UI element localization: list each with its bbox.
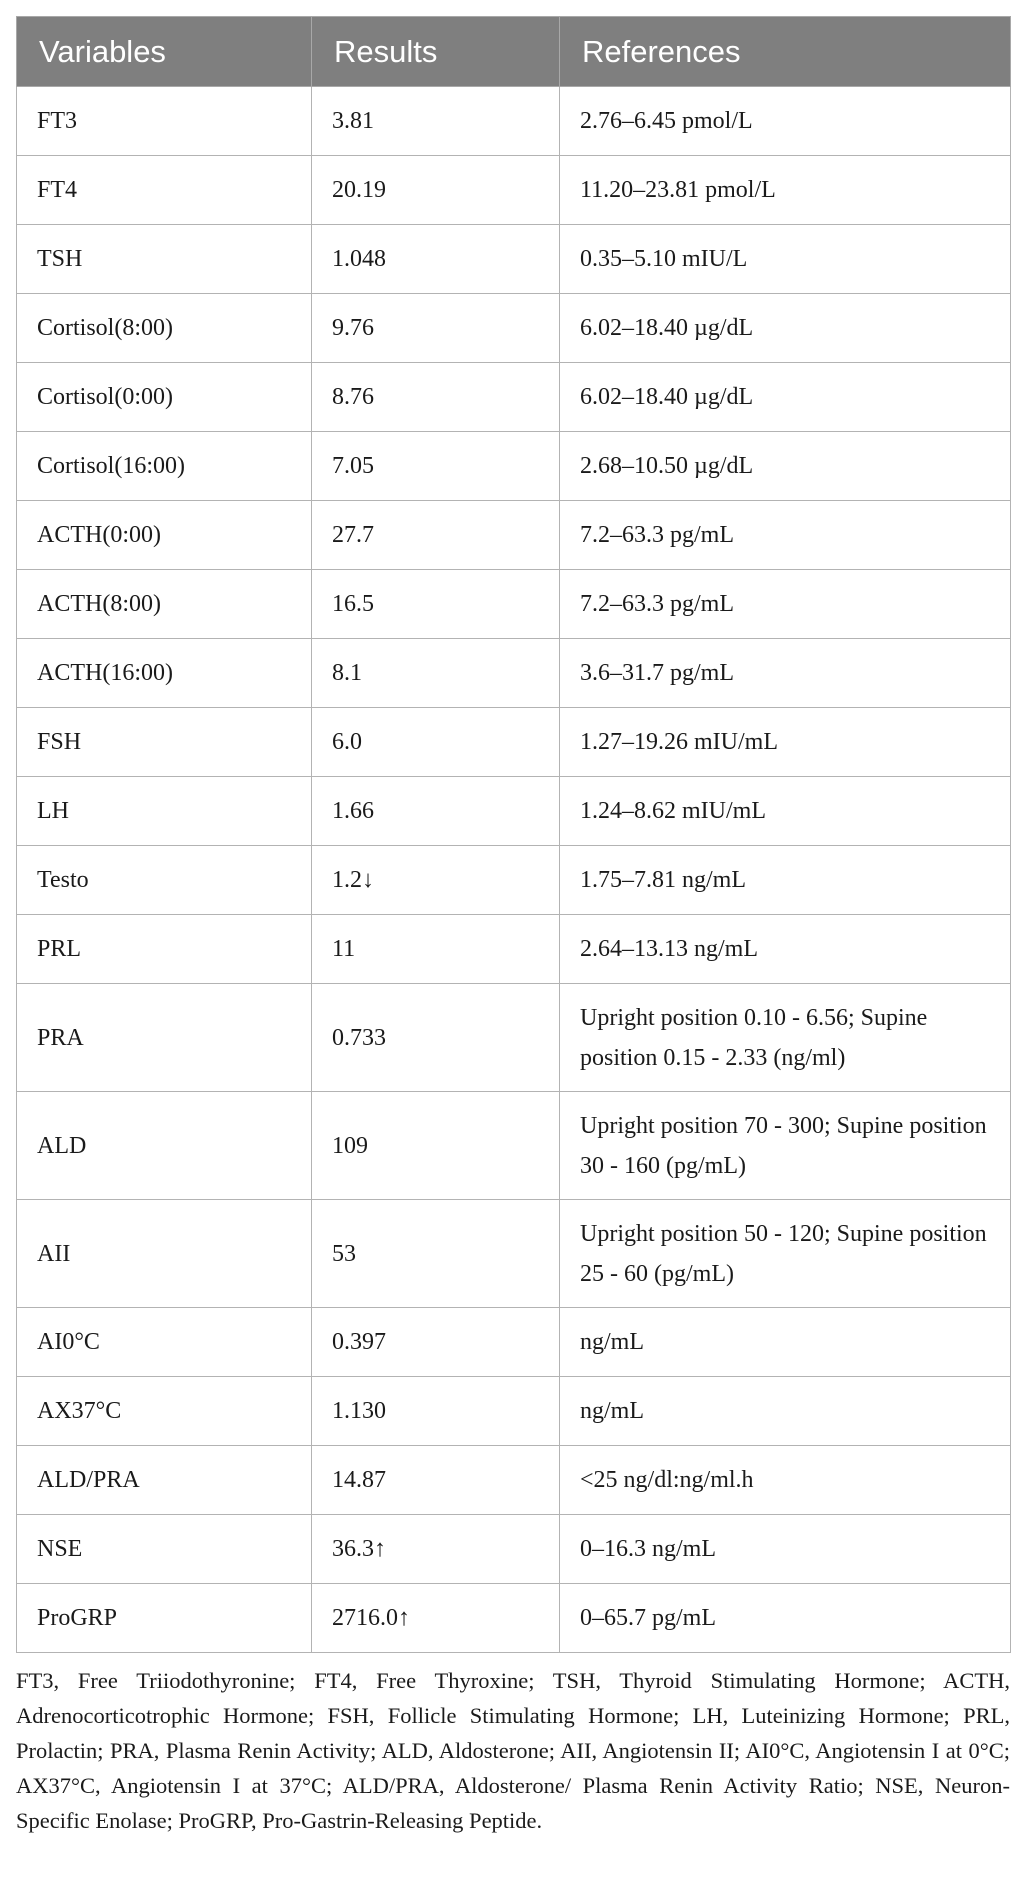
cell-reference: Upright position 50 - 120; Supine position 25 - 60 (pg/mL) xyxy=(560,1200,1011,1308)
cell-variable: PRA xyxy=(17,984,312,1092)
cell-result: 1.66 xyxy=(312,777,560,846)
table-row xyxy=(17,1446,1011,1515)
table-row xyxy=(17,156,1011,225)
cell-variable: ProGRP xyxy=(17,1584,312,1653)
cell-variable: NSE xyxy=(17,1515,312,1584)
cell-variable: FSH xyxy=(17,708,312,777)
cell-reference: ng/mL xyxy=(560,1308,1011,1377)
cell-result: 1.130 xyxy=(312,1377,560,1446)
cell-result: 0.397 xyxy=(312,1308,560,1377)
header-variables: Variables xyxy=(17,17,312,87)
cell-result: 1.048 xyxy=(312,225,560,294)
cell-reference: 6.02–18.40 µg/dL xyxy=(560,363,1011,432)
table-row xyxy=(17,432,1011,501)
cell-reference: 2.68–10.50 µg/dL xyxy=(560,432,1011,501)
document-page xyxy=(16,16,1010,1838)
cell-result: 16.5 xyxy=(312,570,560,639)
cell-result: 8.1 xyxy=(312,639,560,708)
table-row xyxy=(17,777,1011,846)
cell-result: 2716.0↑ xyxy=(312,1584,560,1653)
cell-variable: LH xyxy=(17,777,312,846)
cell-variable: ALD/PRA xyxy=(17,1446,312,1515)
table-row xyxy=(17,846,1011,915)
cell-reference: 11.20–23.81 pmol/L xyxy=(560,156,1011,225)
cell-result: 3.81 xyxy=(312,87,560,156)
table-row xyxy=(17,1515,1011,1584)
cell-reference: ng/mL xyxy=(560,1377,1011,1446)
cell-reference: 2.64–13.13 ng/mL xyxy=(560,915,1011,984)
cell-variable: TSH xyxy=(17,225,312,294)
table-row xyxy=(17,501,1011,570)
table-row xyxy=(17,363,1011,432)
cell-reference: 1.75–7.81 ng/mL xyxy=(560,846,1011,915)
table-row xyxy=(17,1377,1011,1446)
table-row xyxy=(17,1092,1011,1200)
cell-variable: Cortisol(16:00) xyxy=(17,432,312,501)
cell-variable: FT4 xyxy=(17,156,312,225)
table-row xyxy=(17,984,1011,1092)
table-header xyxy=(17,17,1011,87)
cell-result: 27.7 xyxy=(312,501,560,570)
cell-variable: Cortisol(8:00) xyxy=(17,294,312,363)
cell-result: 109 xyxy=(312,1092,560,1200)
cell-reference: Upright position 0.10 - 6.56; Supine position 0.15 - 2.33 (ng/ml) xyxy=(560,984,1011,1092)
cell-reference: <25 ng/dl:ng/ml.h xyxy=(560,1446,1011,1515)
cell-result: 0.733 xyxy=(312,984,560,1092)
table-row xyxy=(17,294,1011,363)
cell-result: 53 xyxy=(312,1200,560,1308)
cell-reference: 7.2–63.3 pg/mL xyxy=(560,501,1011,570)
cell-reference: 2.76–6.45 pmol/L xyxy=(560,87,1011,156)
cell-result: 1.2↓ xyxy=(312,846,560,915)
cell-variable: AX37°C xyxy=(17,1377,312,1446)
cell-reference: 0.35–5.10 mIU/L xyxy=(560,225,1011,294)
table-row xyxy=(17,225,1011,294)
cell-variable: Cortisol(0:00) xyxy=(17,363,312,432)
table-row xyxy=(17,1584,1011,1653)
cell-reference: 0–16.3 ng/mL xyxy=(560,1515,1011,1584)
cell-result: 8.76 xyxy=(312,363,560,432)
cell-variable: FT3 xyxy=(17,87,312,156)
cell-result: 7.05 xyxy=(312,432,560,501)
table-row xyxy=(17,87,1011,156)
cell-variable: Testo xyxy=(17,846,312,915)
table-row xyxy=(17,570,1011,639)
cell-result: 20.19 xyxy=(312,156,560,225)
cell-variable: AII xyxy=(17,1200,312,1308)
cell-result: 6.0 xyxy=(312,708,560,777)
lab-results-table xyxy=(16,16,1011,1653)
cell-reference: 7.2–63.3 pg/mL xyxy=(560,570,1011,639)
cell-result: 36.3↑ xyxy=(312,1515,560,1584)
cell-variable: ACTH(8:00) xyxy=(17,570,312,639)
table-row xyxy=(17,1200,1011,1308)
cell-reference: 1.27–19.26 mIU/mL xyxy=(560,708,1011,777)
cell-variable: ALD xyxy=(17,1092,312,1200)
cell-reference: 6.02–18.40 µg/dL xyxy=(560,294,1011,363)
cell-result: 9.76 xyxy=(312,294,560,363)
cell-variable: ACTH(16:00) xyxy=(17,639,312,708)
table-row xyxy=(17,639,1011,708)
table-row xyxy=(17,1308,1011,1377)
cell-result: 11 xyxy=(312,915,560,984)
header-row xyxy=(17,17,1011,87)
cell-variable: ACTH(0:00) xyxy=(17,501,312,570)
table-body xyxy=(17,87,1011,1653)
cell-reference: 1.24–8.62 mIU/mL xyxy=(560,777,1011,846)
cell-result: 14.87 xyxy=(312,1446,560,1515)
cell-variable: PRL xyxy=(17,915,312,984)
table-row xyxy=(17,708,1011,777)
table-footnote: FT3, Free Triiodothyronine; FT4, Free Thyroxine; TSH, Thyroid Stimulating Hormone; ACTH, Adrenocorticotrophic Hormone; FSH, Follicle Stimulating Hormone; LH, Luteinizing Hormone; PRL, Prolactin; PRA, Plasma Renin Activity; ALD, Aldosterone; AII, Angiotensin II; AI0°C, Angiotensin I at 0°C; AX37°C, Angiotensin I at 37°C; ALD/PRA, Aldosterone/ Plasma Renin Activity Ratio; NSE, Neuron-Specific Enolase; ProGRP, Pro-Gastrin-Releasing Peptide. xyxy=(16,1668,1010,1833)
header-references: References xyxy=(560,17,1011,87)
header-results: Results xyxy=(312,17,560,87)
cell-reference: 3.6–31.7 pg/mL xyxy=(560,639,1011,708)
cell-variable: AI0°C xyxy=(17,1308,312,1377)
cell-reference: Upright position 70 - 300; Supine position 30 - 160 (pg/mL) xyxy=(560,1092,1011,1200)
cell-reference: 0–65.7 pg/mL xyxy=(560,1584,1011,1653)
table-row xyxy=(17,915,1011,984)
